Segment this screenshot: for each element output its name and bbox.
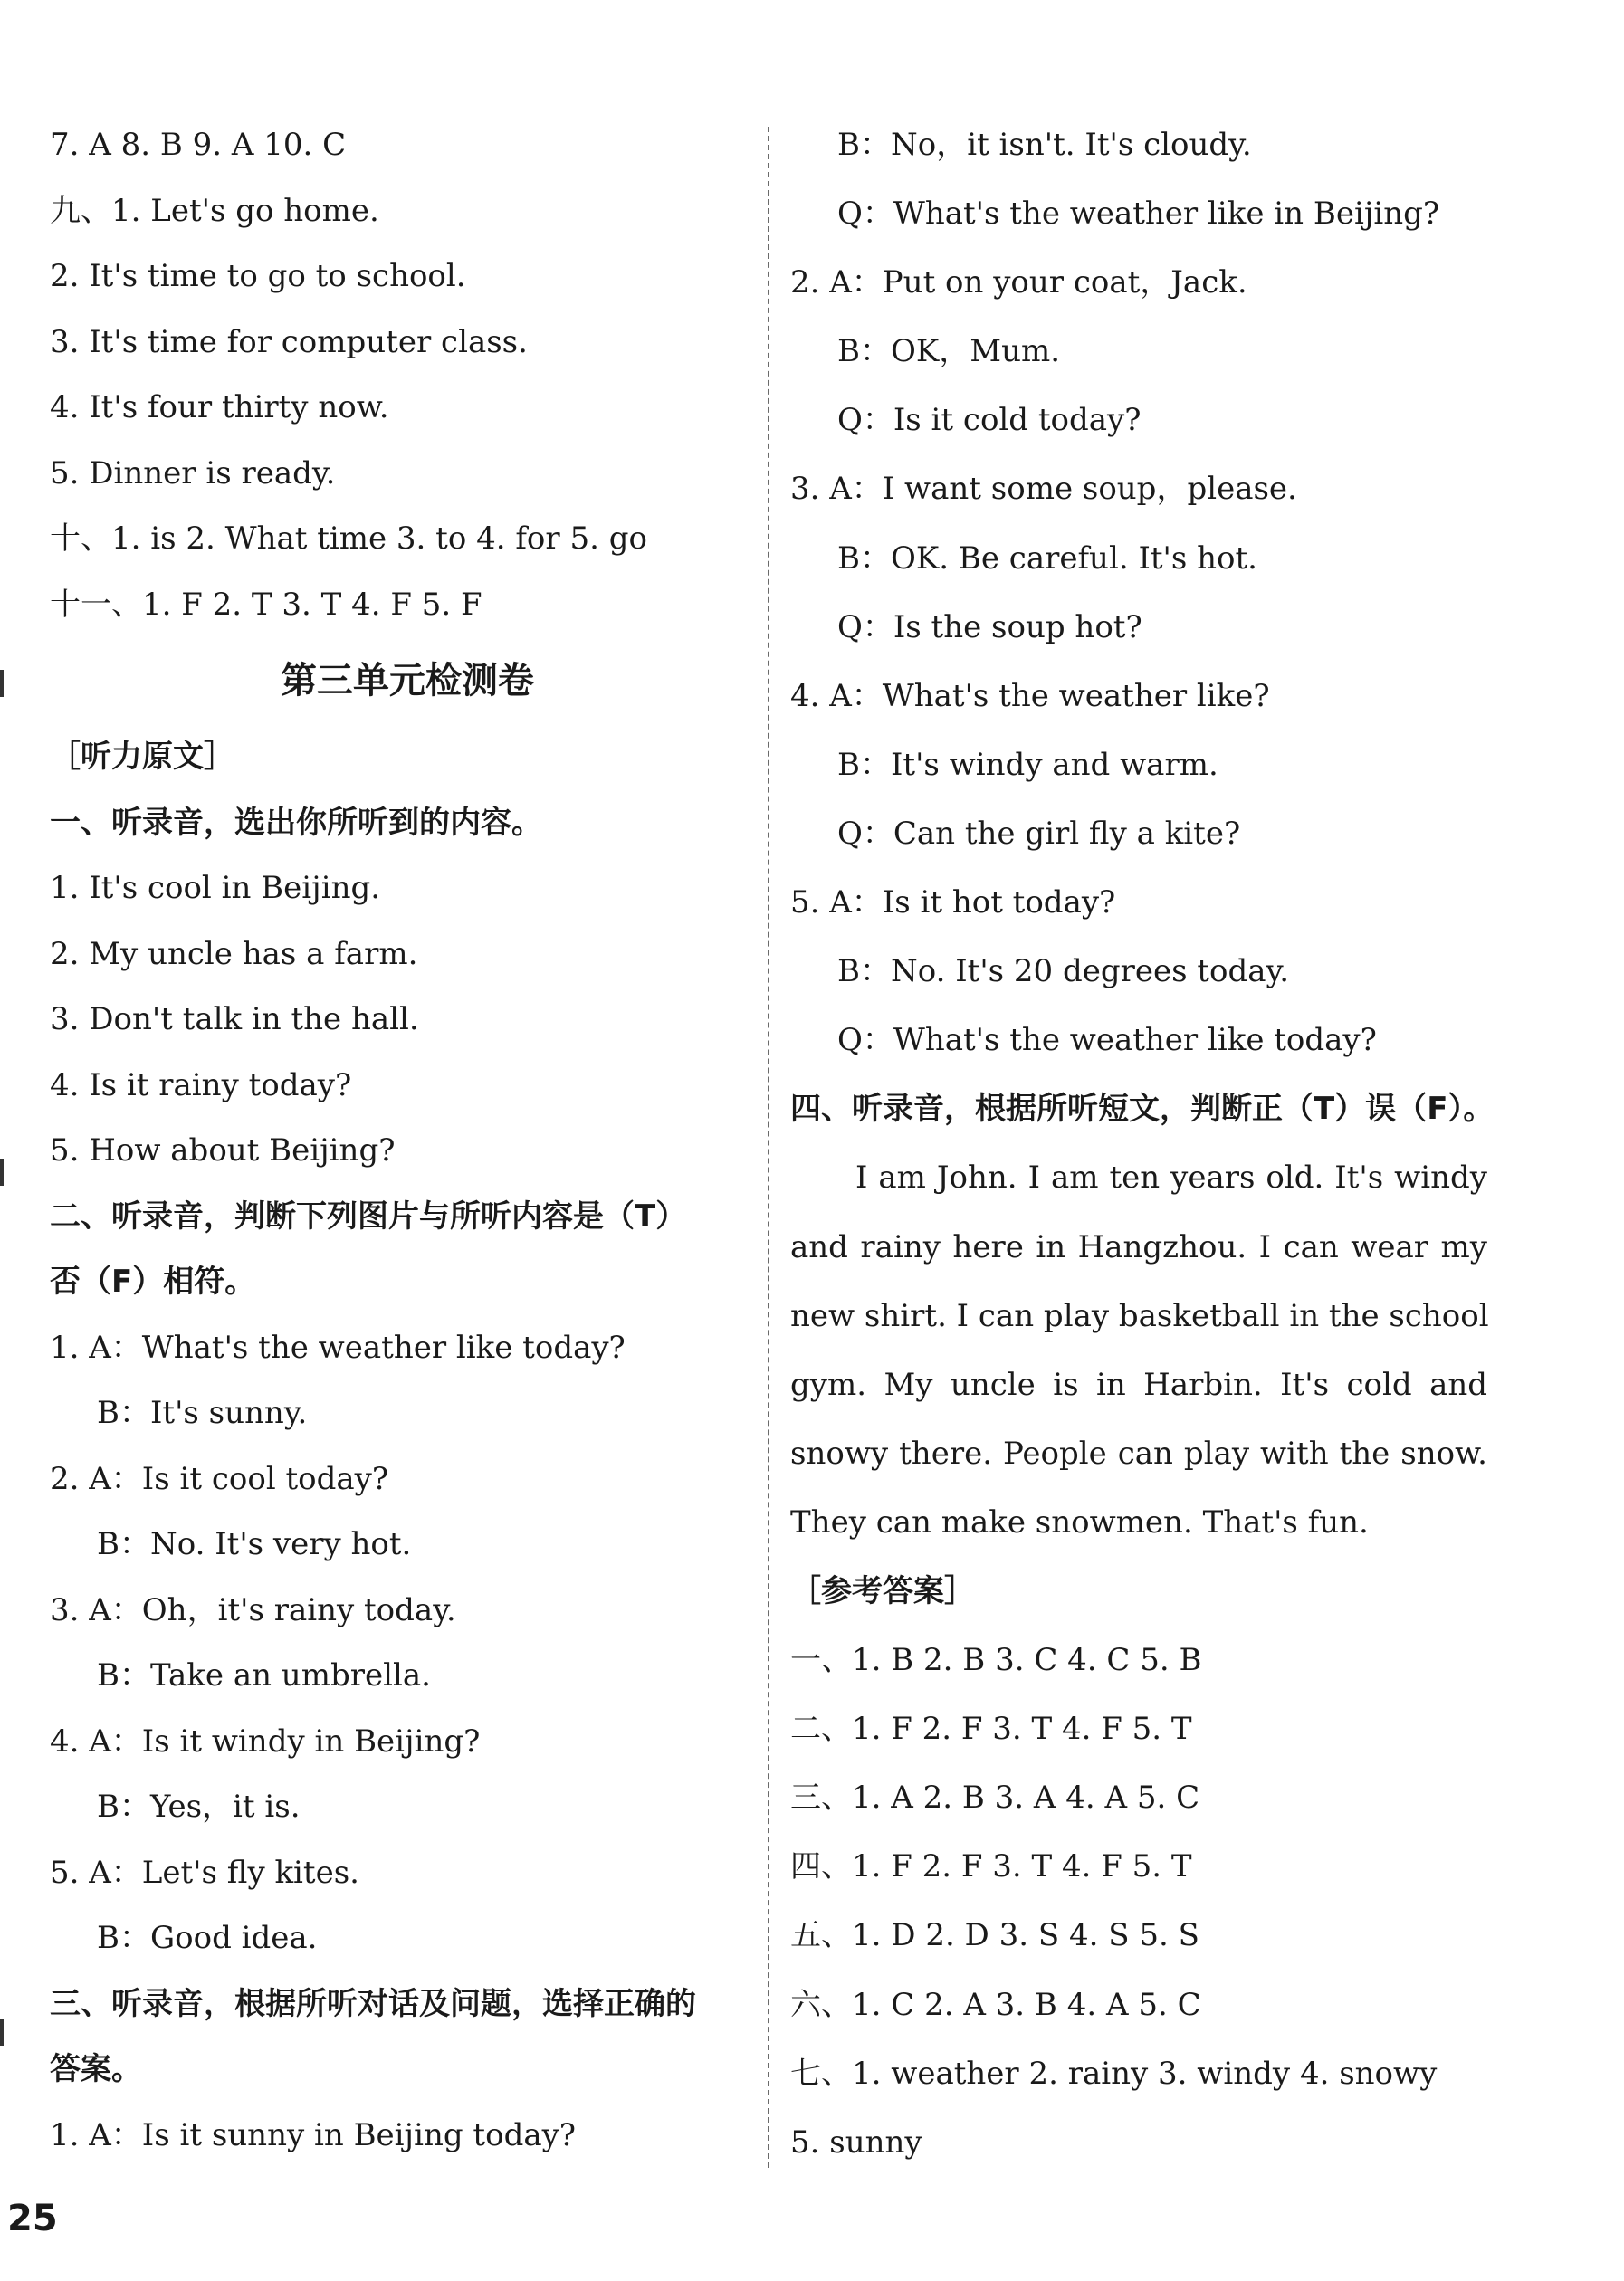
text-line: Q：Is the soup hot? [837,608,1142,645]
text-line: 5. Dinner is ready. [50,454,336,492]
text-line: 九、1. Let's go home. [50,192,379,229]
text-line: 1. A：What's the weather like today? [50,1329,626,1366]
text-line: 4. Is it rainy today? [50,1066,352,1103]
text-line: B：No，it isn't. It's cloudy. [837,127,1252,163]
text-line: 三、1. A 2. B 3. A 4. A 5. C [790,1780,1200,1817]
text-line: 5. A：Let's fly kites. [50,1854,359,1891]
passage-line: I am John. I am ten years old. It's windy [855,1160,1487,1197]
text-line: 3. Don't talk in the hall. [50,1001,419,1037]
page-number: 25 [7,2198,58,2239]
text-line: 3. It's time for computer class. [50,323,528,360]
text-line: 一、听录音，选出你所听到的内容。 [50,804,542,841]
text-line: 2. My uncle has a farm. [50,935,418,972]
text-line: 五、1. D 2. D 3. S 4. S 5. S [790,1917,1199,1954]
text-line: 七、1. weather 2. rainy 3. windy 4. snowy [790,2055,1438,2092]
column-divider [768,127,769,2168]
text-line: 2. It's time to go to school. [50,258,466,294]
text-line: B：OK，Mum. [837,333,1061,370]
text-line: Q：What's the weather like today? [837,1022,1377,1059]
text-line: 十、1. is 2. What time 3. to 4. for 5. go [50,520,647,557]
text-line: 5. sunny [790,2124,922,2161]
text-line: Q：What's the weather like in Beijing? [837,196,1440,233]
text-line: 4. A：What's the weather like? [790,677,1270,714]
text-line: 答案。 [50,2051,142,2087]
text-line: 六、1. C 2. A 3. B 4. A 5. C [790,1986,1201,2023]
text-line: 4. It's four thirty now. [50,389,389,425]
text-line: Q：Is it cold today? [837,402,1142,439]
text-line: B：Good idea. [97,1920,318,1956]
text-line: B：Yes，it is. [97,1789,301,1825]
text-line: 7. A 8. B 9. A 10. C [50,127,347,163]
passage-line: snowy there. People can play with the snow. [790,1435,1487,1472]
text-line: B：No. It's very hot. [97,1526,412,1562]
text-line: 否（F）相符。 [50,1264,256,1300]
text-line: 2. A：Put on your coat，Jack. [790,264,1247,301]
text-line: ［参考答案］ [790,1572,975,1609]
text-line: 1. It's cool in Beijing. [50,870,381,906]
listening-passage [790,1143,1487,1557]
passage-line: new shirt. I can play basketball in the school [790,1297,1489,1334]
right-column-dialogues [790,110,1495,1143]
text-line: 4. A：Is it windy in Beijing? [50,1723,481,1760]
text-line: 二、1. F 2. F 3. T 4. F 5. T [790,1711,1192,1748]
text-line: B：Take an umbrella. [97,1657,431,1694]
edge-mark [0,1159,4,1186]
text-line: 三、听录音，根据所听对话及问题，选择正确的 [50,1985,696,2022]
passage-line: gym. My uncle is in Harbin. It's cold and [790,1366,1487,1403]
text-line: 四、听录音，根据所听短文，判断正（T）误（F）。 [790,1091,1495,1128]
passage-line: They can make snowmen. That's fun. [790,1503,1369,1541]
text-line: 5. How about Beijing? [50,1132,396,1169]
text-line: 2. A：Is it cool today? [50,1460,389,1497]
text-line: Q：Can the girl fly a kite? [837,815,1241,852]
right-column-answers [790,1557,1487,2177]
text-line: B：No. It's 20 degrees today. [837,953,1290,990]
text-line: 3. A：I want some soup，please. [790,471,1297,508]
edge-mark [0,2019,4,2046]
text-line: 一、1. B 2. B 3. C 4. C 5. B [790,1642,1202,1679]
left-column [50,112,765,2168]
text-line: 十一、1. F 2. T 3. T 4. F 5. F [50,586,482,623]
text-line: B：It's sunny. [97,1395,308,1431]
text-line: 二、听录音，判断下列图片与所听内容是（T） [50,1198,687,1235]
text-line: B：It's windy and warm. [837,746,1218,783]
text-line: 四、1. F 2. F 3. T 4. F 5. T [790,1848,1192,1885]
section-heading: 第三单元检测卷 [281,660,534,701]
right-column [790,110,1495,2177]
text-line: B：OK. Be careful. It's hot. [837,539,1257,577]
passage-line: and rainy here in Hangzhou. I can wear my [790,1228,1487,1265]
text-line: 3. A：Oh，it's rainy today. [50,1591,456,1628]
text-line: ［听力原文］ [50,739,234,775]
text-line: 1. A：Is it sunny in Beijing today? [50,2116,577,2153]
edge-mark [0,670,4,697]
text-line: 5. A：Is it hot today? [790,884,1116,921]
